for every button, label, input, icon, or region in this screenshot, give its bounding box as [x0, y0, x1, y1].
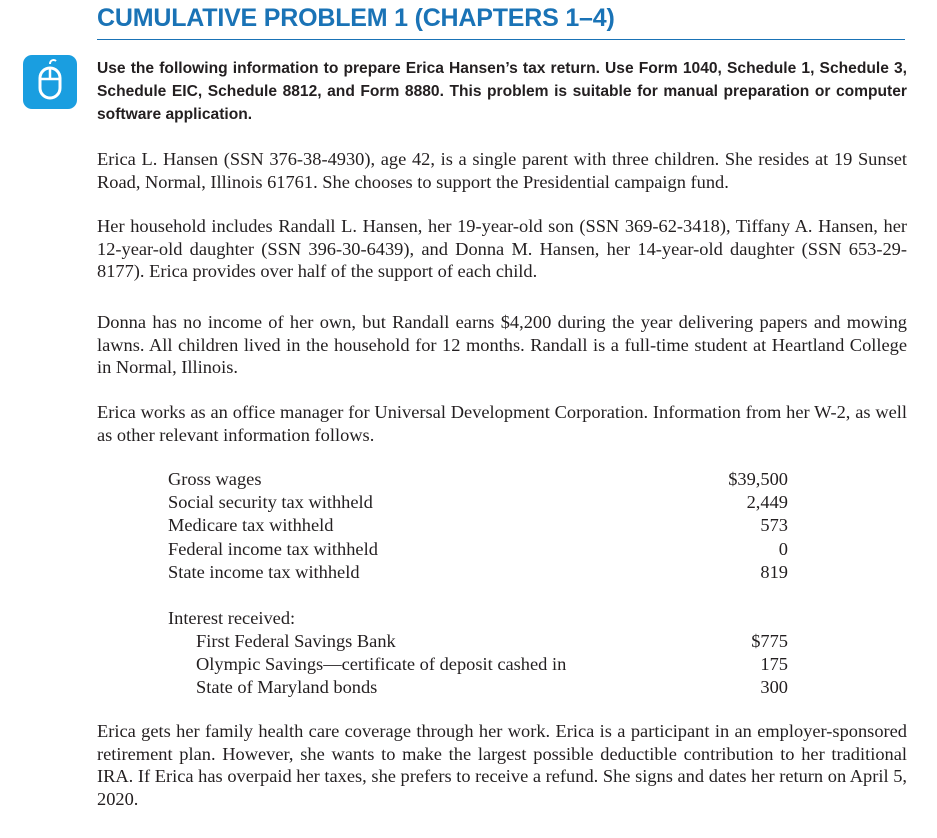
interest-row	[168, 630, 788, 653]
w2-row	[168, 468, 788, 491]
income-paragraph: Donna has no income of her own, but Randall earns $4,200 during the year delivering papers and mowing lawns. All children lived in the household for 12 months. Randall is a full-time student at Heartland College in Normal, Illinois.	[97, 312, 907, 377]
w2-amount: 2,449	[746, 492, 788, 512]
title-divider	[97, 39, 905, 40]
w2-label: Gross wages	[168, 469, 262, 489]
employment-paragraph: Erica works as an office manager for Universal Development Corporation. Information from her W-2, as well as other relevant information follows.	[97, 402, 907, 445]
interest-label: Olympic Savings—certificate of deposit cashed in	[196, 654, 567, 674]
household-paragraph: Her household includes Randall L. Hansen, her 19-year-old son (SSN 369-62-3418), Tiffany A. Hansen, her 12-year-old daughter (SSN 396-30-6439), and Donna M. Hansen, her 14-year-old daughter (SSN 653-29-8177). Erica provides over half of the support of each child.	[97, 216, 907, 281]
interest-amount: 300	[760, 677, 788, 697]
w2-label: State income tax withheld	[168, 562, 360, 582]
w2-row	[168, 538, 788, 561]
w2-amount: $39,500	[728, 469, 788, 489]
interest-heading-row	[168, 607, 788, 630]
interest-row	[168, 653, 788, 676]
taxpayer-paragraph: Erica L. Hansen (SSN 376-38-4930), age 42, is a single parent with three children. She resides at 19 Sunset Road, Normal, Illinois 61761. She chooses to support the Presidential campaign fund.	[97, 149, 907, 192]
w2-amount: 0	[778, 539, 788, 559]
interest-amount: 175	[760, 654, 788, 674]
w2-amount: 819	[760, 562, 788, 582]
computer-mouse-badge	[23, 55, 77, 109]
w2-row	[168, 514, 788, 537]
w2-label: Federal income tax withheld	[168, 539, 378, 559]
interest-label: First Federal Savings Bank	[196, 631, 396, 651]
interest-amount: $775	[751, 631, 788, 651]
closing-paragraph: Erica gets her family health care coverage through her work. Erica is a participant in an employer-sponsored retirement plan. However, she wants to make the largest possible deductible contribution to her traditional IRA. If Erica has overpaid her taxes, she prefers to receive a refund. She signs and dates her return on April 5, 2020.	[97, 721, 907, 809]
w2-label: Medicare tax withheld	[168, 515, 334, 535]
computer-mouse-icon	[23, 55, 77, 109]
interest-heading: Interest received:	[168, 608, 296, 628]
interest-row	[168, 676, 788, 699]
w2-amount: 573	[760, 515, 788, 535]
page-title: CUMULATIVE PROBLEM 1 (CHAPTERS 1–4)	[97, 4, 615, 32]
w2-row	[168, 561, 788, 584]
w2-row	[168, 491, 788, 514]
instructions-text: Use the following information to prepare Erica Hansen’s tax return. Use Form 1040, Schedule 1, Schedule 3, Schedule EIC, Schedule 8812, and Form 8880. This problem is suitable for manual preparation or computer software application.	[97, 60, 907, 123]
w2-label: Social security tax withheld	[168, 492, 373, 512]
interest-label: State of Maryland bonds	[196, 677, 378, 697]
